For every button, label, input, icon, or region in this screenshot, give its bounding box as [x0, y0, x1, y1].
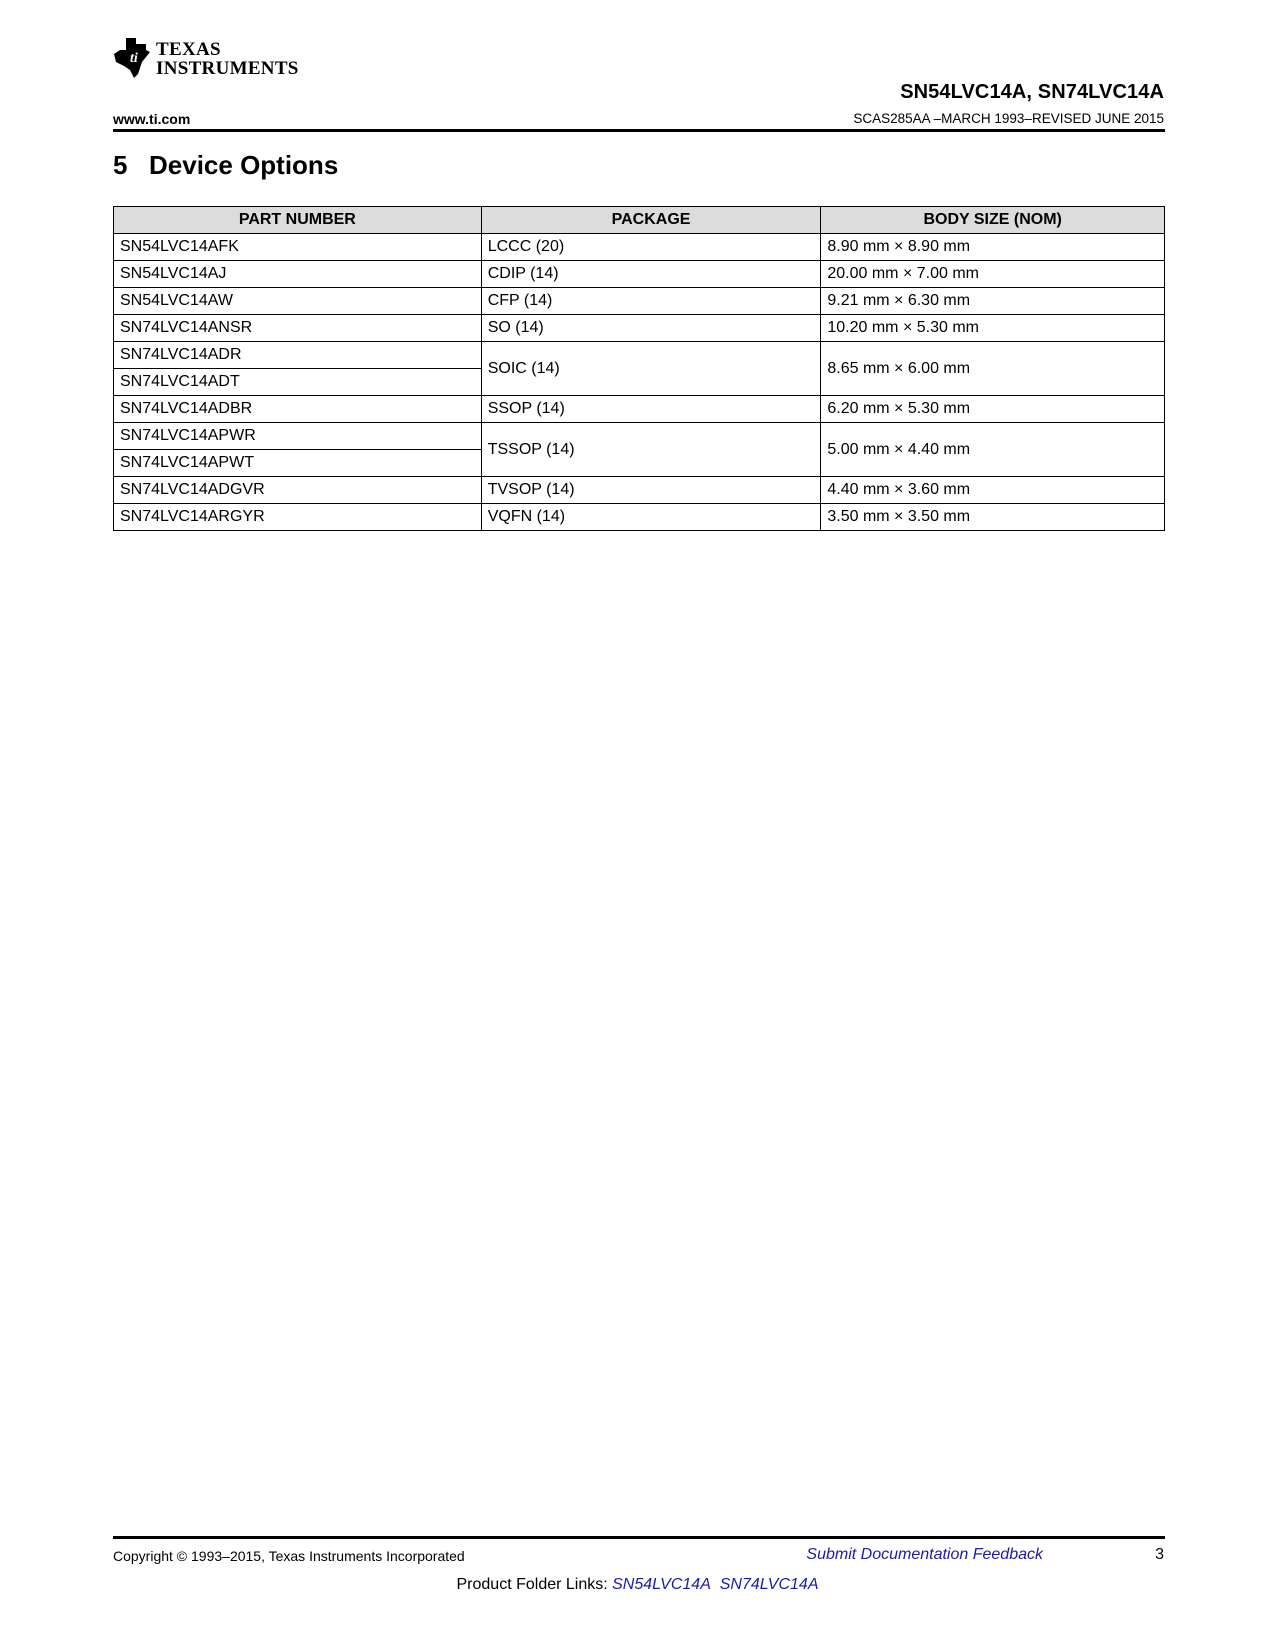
- submit-feedback-link[interactable]: Submit Documentation Feedback: [806, 1546, 1043, 1563]
- part-number-cell: SN54LVC14AJ: [114, 261, 482, 288]
- table-row: [114, 396, 1165, 423]
- body-size-cell: 5.00 mm × 4.40 mm: [821, 423, 1165, 477]
- website-link[interactable]: www.ti.com: [113, 111, 191, 127]
- body-size-cell: 10.20 mm × 5.30 mm: [821, 315, 1165, 342]
- table-header-row: [114, 207, 1165, 234]
- document-number: SCAS285AA –MARCH 1993–REVISED JUNE 2015: [853, 111, 1164, 126]
- logo-text-line1: TEXAS: [156, 39, 221, 60]
- package-cell: SSOP (14): [481, 396, 821, 423]
- part-number-cell: SN74LVC14ARGYR: [114, 504, 482, 531]
- package-cell: TSSOP (14): [481, 423, 821, 477]
- column-header-part-number: PART NUMBER: [114, 207, 482, 234]
- table-row: [114, 234, 1165, 261]
- part-number-cell: SN54LVC14AFK: [114, 234, 482, 261]
- part-number-cell: SN74LVC14ADT: [114, 369, 482, 396]
- ti-state-icon: [112, 36, 152, 80]
- ti-logo: [112, 36, 312, 84]
- part-number-cell: SN74LVC14APWR: [114, 423, 482, 450]
- body-size-cell: 8.90 mm × 8.90 mm: [821, 234, 1165, 261]
- package-cell: SO (14): [481, 315, 821, 342]
- part-number-cell: SN74LVC14ADBR: [114, 396, 482, 423]
- part-number-cell: SN74LVC14ADGVR: [114, 477, 482, 504]
- footer-divider: [113, 1536, 1165, 1539]
- body-size-cell: 3.50 mm × 3.50 mm: [821, 504, 1165, 531]
- table-row: [114, 504, 1165, 531]
- table-row: [114, 315, 1165, 342]
- body-size-cell: 8.65 mm × 6.00 mm: [821, 342, 1165, 396]
- device-options-table: [113, 206, 1165, 531]
- table-row: [114, 477, 1165, 504]
- section-title-text: Device Options: [149, 150, 339, 180]
- table-row: [114, 288, 1165, 315]
- table-row: [114, 261, 1165, 288]
- product-folder-links: [0, 1576, 1275, 1594]
- product-folder-link-sn74[interactable]: SN74LVC14A: [719, 1576, 819, 1593]
- package-cell: TVSOP (14): [481, 477, 821, 504]
- package-cell: LCCC (20): [481, 234, 821, 261]
- part-number-cell: SN74LVC14ADR: [114, 342, 482, 369]
- svg-text:ti: ti: [130, 51, 138, 66]
- table-row: [114, 423, 1165, 450]
- package-cell: SOIC (14): [481, 342, 821, 396]
- body-size-cell: 6.20 mm × 5.30 mm: [821, 396, 1165, 423]
- package-cell: CDIP (14): [481, 261, 821, 288]
- column-header-package: PACKAGE: [481, 207, 821, 234]
- copyright-notice: Copyright © 1993–2015, Texas Instruments Incorporated: [113, 1548, 465, 1564]
- package-cell: VQFN (14): [481, 504, 821, 531]
- document-title: SN54LVC14A, SN74LVC14A: [900, 81, 1164, 103]
- column-header-body-size: BODY SIZE (NOM): [821, 207, 1165, 234]
- part-number-cell: SN74LVC14APWT: [114, 450, 482, 477]
- logo-text-line2: INSTRUMENTS: [156, 58, 299, 79]
- table-row: [114, 342, 1165, 369]
- part-number-cell: SN54LVC14AW: [114, 288, 482, 315]
- part-number-cell: SN74LVC14ANSR: [114, 315, 482, 342]
- logo-wordmark: [156, 40, 299, 78]
- page-number: 3: [1155, 1546, 1164, 1563]
- product-folder-link-sn54[interactable]: SN54LVC14A: [612, 1576, 711, 1593]
- section-heading: [113, 150, 338, 181]
- section-number: 5: [113, 150, 128, 180]
- body-size-cell: 9.21 mm × 6.30 mm: [821, 288, 1165, 315]
- package-cell: CFP (14): [481, 288, 821, 315]
- header-divider: [113, 129, 1165, 132]
- body-size-cell: 4.40 mm × 3.60 mm: [821, 477, 1165, 504]
- body-size-cell: 20.00 mm × 7.00 mm: [821, 261, 1165, 288]
- product-folder-label: Product Folder Links:: [456, 1576, 613, 1593]
